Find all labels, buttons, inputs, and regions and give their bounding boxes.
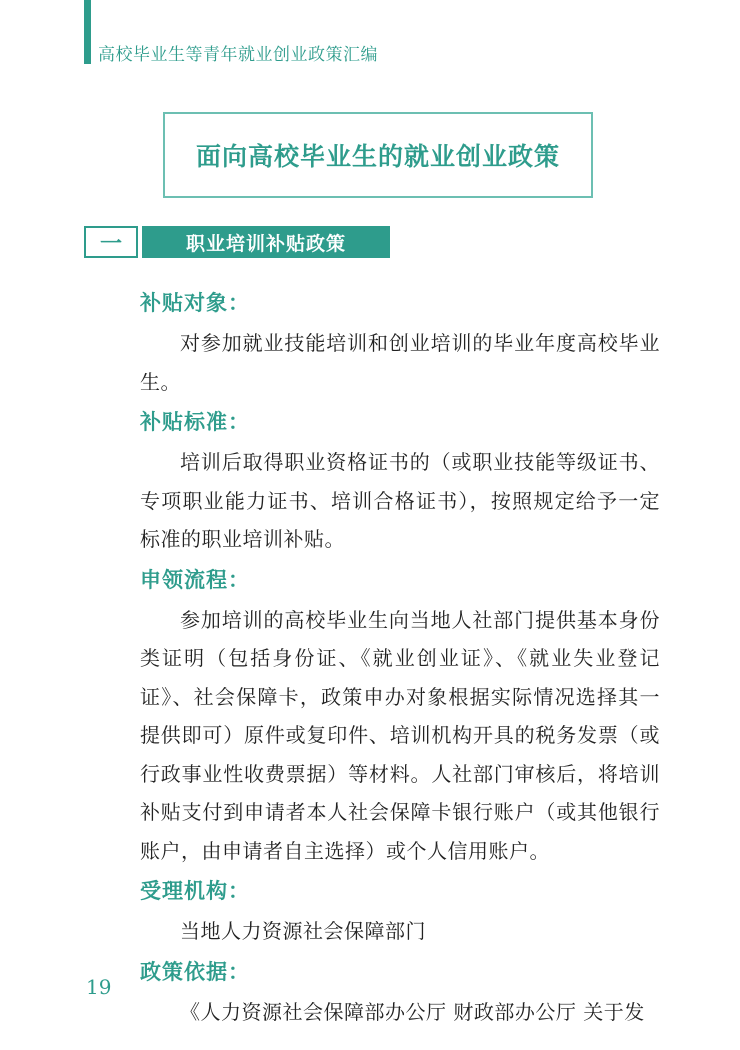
policy-item-process [140,559,660,871]
section-title: 职业培训补贴政策 [142,226,390,258]
policy-item-standard [140,401,660,559]
paragraph: 《人力资源社会保障部办公厅 财政部办公厅 关于发 [180,999,645,1024]
sub-heading: 补贴对象： [140,291,250,315]
paragraph: 参加培训的高校毕业生向当地人社部门提供基本身份类证明（包括身份证、《就业创业证》、《就业失业登记证》、社会保障卡，政策申办对象根据实际情况选择其一提供即可）原件或复印件、培训机构开具的税务发票（或行政事业性收费票据）等材料。人社部门审核后，将培训补贴支付到申请者本人社会保障卡银行账户（或其他银行账户，由申请者自主选择）或个人信用账户。 [140,607,660,863]
paragraph: 对参加就业技能培训和创业培训的毕业年度高校毕业生。 [140,331,660,394]
page-number: 19 [86,975,112,999]
sub-heading: 政策依据： [140,959,250,984]
header-accent-bar [84,0,91,64]
paragraph: 当地人力资源社会保障部门 [180,919,426,943]
running-header: 高校毕业生等青年就业创业政策汇编 [98,45,378,65]
policy-item-target [140,282,660,401]
page-title: 面向高校毕业生的就业创业政策 [195,142,560,171]
paragraph: 培训后取得职业资格证书的（或职业技能等级证书、专项职业能力证书、培训合格证书），按照规定给予一定标准的职业培训补贴。 [140,450,660,551]
section-header [84,226,390,258]
policy-content [140,282,660,1031]
title-box [163,112,593,198]
sub-heading: 补贴标准： [140,410,250,434]
policy-item-agency [140,870,660,951]
sub-heading: 受理机构： [140,879,250,903]
section-number: 一 [84,226,138,258]
sub-heading: 申领流程： [140,567,250,592]
policy-item-basis [140,951,660,1032]
